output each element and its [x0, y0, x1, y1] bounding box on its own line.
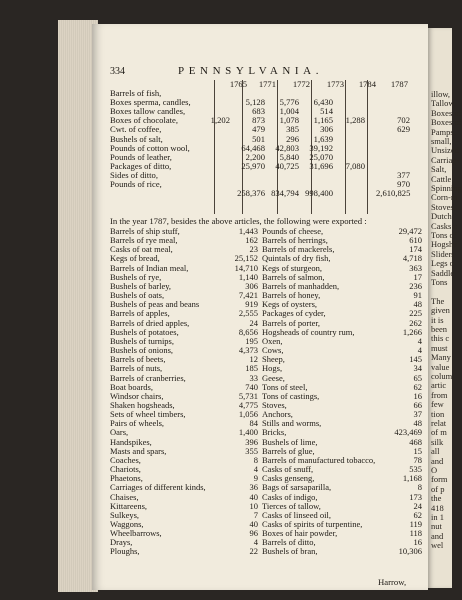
item-quantity: 62 [413, 509, 422, 520]
item-label: Casks of linseed oil, [262, 509, 331, 520]
item-label: Tierces of tallow, [262, 500, 321, 511]
table-cell: 501 [252, 133, 265, 144]
item-quantity: 1,168 [402, 473, 422, 484]
facing-page-fragment: been [431, 324, 448, 334]
facing-page-fragment: from [431, 389, 448, 400]
facing-page-fragment: Dutch [431, 211, 452, 222]
table-cell: 40,725 [275, 160, 299, 171]
item-quantity: 225 [409, 308, 422, 319]
item-label: Phaetons, [110, 473, 143, 484]
item-label: Sheep, [262, 354, 285, 365]
row-label: Sides of ditto, [110, 169, 158, 180]
item-quantity: 5,731 [238, 390, 258, 401]
table-cell: 479 [252, 124, 265, 135]
item-quantity: 16 [413, 537, 422, 548]
exports-year-table [110, 80, 428, 198]
facing-page-fragment: Saddle [431, 267, 455, 278]
facing-page-fragment: Spinning [431, 183, 462, 193]
row-label: Pounds of rice, [110, 179, 162, 190]
item-quantity: 4 [417, 345, 422, 356]
item-label: Barrels of ship stuff, [110, 226, 180, 236]
row-label: Boxes of chocolate, [110, 115, 179, 126]
table-cell: 296 [286, 133, 299, 144]
item-label: Anchors, [262, 409, 293, 420]
item-label: Bushels of lime, [262, 436, 318, 447]
item-label: Boat boards, [110, 381, 153, 392]
item-label: Chariots, [110, 464, 141, 475]
item-quantity: 66 [413, 399, 422, 410]
item-label: Casks of oat meal, [110, 244, 173, 255]
item-quantity: 4 [253, 537, 258, 548]
table-cell: 1,078 [279, 115, 299, 126]
list-item [262, 337, 424, 346]
table-cell: 42,803 [275, 142, 299, 153]
table-cell: 1,288 [345, 115, 365, 126]
item-label: Bushels of rye, [110, 271, 162, 282]
table-cell: 5,128 [245, 97, 265, 108]
facing-page-fragment: Tallow, [431, 98, 457, 109]
table-cell: 629 [397, 124, 410, 135]
item-label: Oxen, [262, 335, 283, 346]
facing-page-fragment: Pamps, [431, 126, 456, 137]
item-quantity: 65 [413, 372, 422, 383]
right-export-list [262, 227, 424, 557]
item-quantity: 17 [413, 271, 422, 282]
table-cell: 306 [320, 124, 333, 135]
row-label: Packages of ditto, [110, 160, 172, 171]
table-cell: 39,192 [309, 142, 333, 153]
table-cell: 683 [252, 106, 265, 117]
item-label: Barrels of porter, [262, 317, 320, 328]
left-export-list [110, 227, 260, 557]
facing-page-fragment: few [431, 399, 444, 410]
item-quantity: 4,373 [238, 345, 258, 356]
item-label: Barrels of herrings, [262, 235, 328, 246]
item-quantity: 119 [409, 519, 422, 529]
year-header: 1784 [358, 79, 376, 89]
facing-page-fragment: Hogshe [431, 239, 457, 250]
item-label: Barrels of nuts, [110, 363, 163, 374]
facing-page-fragment: Sliders [431, 248, 455, 259]
item-label: Barrels of manufactured tobacco, [262, 454, 376, 465]
item-quantity: 1,056 [238, 409, 258, 420]
facing-page-fragment: Boxes of [431, 107, 462, 118]
item-quantity: 29,472 [398, 226, 422, 236]
list-item [262, 328, 424, 337]
facing-page-fragment: O [431, 465, 438, 475]
item-label: Hogs, [262, 363, 283, 374]
item-label: Geese, [262, 372, 285, 383]
item-quantity: 306 [245, 280, 258, 291]
item-quantity: 423,469 [394, 427, 422, 438]
item-quantity: 610 [409, 235, 422, 246]
table-cell: 1,165 [313, 115, 333, 126]
item-label: Tons of steel, [262, 381, 308, 392]
item-quantity: 96 [249, 528, 258, 539]
item-label: Sets of wheel timbers, [110, 409, 186, 420]
item-quantity: 14,710 [234, 262, 258, 273]
item-quantity: 62 [413, 381, 422, 392]
item-label: Kegs of bread, [110, 253, 160, 264]
item-label: Casks of indigo, [262, 491, 318, 502]
item-label: Chaises, [110, 491, 139, 502]
item-quantity: 740 [245, 381, 258, 392]
item-label: Casks of spirits of turpentine, [262, 519, 363, 529]
running-head: PENNSYLVANIA. [178, 65, 324, 77]
item-label: Handspikes, [110, 436, 152, 447]
table-cell: 5,840 [279, 151, 299, 162]
year-header: 1772 [292, 79, 310, 89]
row-label: Pounds of leather, [110, 151, 172, 162]
item-label: Pounds of cheese, [262, 226, 324, 236]
facing-page-fragment: Casks o [431, 220, 458, 231]
item-label: Bushels of oats, [110, 290, 165, 301]
item-quantity: 1,266 [402, 326, 422, 337]
facing-page-fragment: Unsized [431, 145, 459, 156]
item-quantity: 162 [245, 235, 258, 246]
list-item [262, 355, 424, 364]
facing-page-fragment: silk [431, 436, 444, 447]
table-cell: 64,468 [241, 142, 265, 153]
item-quantity: 15 [413, 445, 422, 456]
item-quantity: 4,718 [402, 253, 422, 264]
facing-page-fragment: Corn-m [431, 192, 458, 203]
facing-page-fragment: The [431, 295, 445, 306]
item-quantity: 468 [409, 436, 422, 447]
item-label: Bushels of bran, [262, 546, 318, 557]
item-label: Barrels of honey, [262, 290, 321, 301]
facing-page-fragment: and [431, 455, 444, 466]
facing-page-fragment: Salt, [431, 164, 447, 175]
item-label: Drays, [110, 537, 133, 548]
table-row [110, 189, 428, 198]
item-label: Bushels of peas and beans [110, 299, 200, 310]
year-header: 1787 [390, 79, 408, 89]
table-cell: 25,970 [241, 160, 265, 171]
item-label: Masts and spars, [110, 445, 167, 456]
item-quantity: 145 [409, 354, 422, 365]
item-quantity: 7,421 [238, 290, 258, 301]
facing-page-fragment: all [431, 446, 440, 457]
item-label: Barrels of dried apples, [110, 317, 190, 328]
item-quantity: 195 [245, 335, 258, 346]
catchword: Harrow, [378, 577, 407, 587]
table-cell: 970 [397, 179, 410, 190]
row-label: Bushels of salt, [110, 133, 163, 144]
facing-page-fragment: in 1 [431, 512, 444, 522]
table-cell: 25,070 [309, 151, 333, 162]
item-label: Bushels of turnips, [110, 335, 174, 346]
item-quantity: 4,775 [238, 399, 258, 410]
item-label: Pairs of wheels, [110, 418, 165, 429]
item-quantity: 355 [245, 445, 258, 456]
item-label: Bushels of onions, [110, 345, 174, 356]
item-label: Barrels of ditto, [262, 537, 316, 548]
facing-page-fragment: it is [431, 314, 444, 325]
facing-page-fragment: value [431, 361, 450, 372]
facing-page-fragment: Boxes of [431, 117, 462, 128]
list-item [262, 364, 424, 373]
item-quantity: 363 [409, 262, 422, 273]
row-label: Barrels of fish, [110, 88, 162, 99]
item-label: Kittareens, [110, 500, 148, 511]
facing-page-fragment: Stoves, [431, 201, 456, 212]
item-label: Barrels of salmon, [262, 271, 325, 282]
item-quantity: 535 [409, 464, 422, 475]
item-quantity: 25,152 [234, 253, 258, 264]
item-quantity: 23 [249, 244, 258, 255]
row-label: Pounds of cotton wool, [110, 142, 190, 153]
table-cell: 31,696 [309, 160, 333, 171]
item-label: Bags of sarsaparilla, [262, 482, 332, 493]
item-quantity: 4 [253, 464, 258, 475]
item-label: Sulkeys, [110, 509, 140, 520]
facing-page-fragment: Legs o [431, 258, 454, 269]
item-quantity: 396 [245, 436, 258, 447]
facing-page [428, 28, 462, 588]
item-quantity: 1,400 [238, 427, 258, 438]
item-quantity: 33 [249, 372, 258, 383]
item-label: Boxes of hair powder, [262, 528, 338, 539]
facing-page-fragment: form [431, 474, 448, 485]
item-quantity: 236 [409, 280, 422, 291]
item-label: Hogsheads of country rum, [262, 326, 355, 337]
item-quantity: 78 [413, 454, 422, 465]
facing-page-fragment: Cattle [431, 173, 452, 184]
facing-page-fragment: of p [431, 483, 445, 494]
list-item [110, 419, 260, 428]
item-quantity: 10,306 [398, 546, 422, 557]
facing-page-fragment: wel [431, 540, 444, 551]
facing-page-fragment: of m [431, 427, 447, 438]
item-quantity: 9 [253, 473, 258, 484]
facing-page-fragment: this c [431, 333, 450, 344]
item-label: Kegs of oysters, [262, 299, 318, 310]
item-label: Barrels of cranberries, [110, 372, 186, 383]
list-item [262, 346, 424, 355]
table-cell: 1,639 [313, 133, 333, 144]
item-label: Coaches, [110, 454, 141, 465]
item-quantity: 48 [413, 299, 422, 310]
item-label: Ploughs, [110, 546, 140, 557]
item-label: Windsor chairs, [110, 390, 164, 401]
list-item [110, 529, 260, 538]
facing-page-fragment: 418 [431, 502, 444, 513]
item-label: Barrels of beets, [110, 354, 166, 365]
list-item [110, 547, 260, 556]
item-quantity: 1,140 [238, 271, 258, 282]
table-cell: 7,080 [345, 160, 365, 171]
item-label: Oars, [110, 427, 129, 438]
item-label: Waggons, [110, 519, 144, 529]
table-cell: 702 [397, 115, 410, 126]
item-label: Cows, [262, 345, 284, 356]
item-quantity: 22 [249, 546, 258, 557]
item-label: Carriages of different kinds, [110, 482, 206, 493]
item-label: Quintals of dry fish, [262, 253, 331, 264]
item-quantity: 2,555 [238, 308, 258, 319]
item-quantity: 8 [417, 482, 422, 493]
item-quantity: 37 [413, 409, 422, 420]
item-quantity: 8,656 [238, 326, 258, 337]
table-cell: 1,202 [210, 115, 230, 126]
item-label: Tons of castings, [262, 390, 320, 401]
facing-page-fragment: tion [431, 408, 445, 419]
row-label: Boxes tallow candles, [110, 106, 186, 117]
facing-page-fragment: and [431, 530, 444, 541]
year-header: 1771 [258, 79, 276, 89]
facing-page-fragment: must [431, 342, 448, 353]
page-number: 334 [110, 66, 125, 77]
table-cell: 258,376 [237, 188, 265, 199]
item-label: Barrels of apples, [110, 308, 170, 319]
intro-sentence: In the year 1787, besides the above articles, the following were exported : [110, 216, 367, 226]
item-label: Wheelbarrows, [110, 528, 162, 539]
item-quantity: 173 [409, 491, 422, 502]
item-quantity: 36 [249, 482, 258, 493]
table-cell: 998,400 [305, 188, 333, 199]
item-label: Barrels of glue, [262, 445, 315, 456]
item-quantity: 40 [249, 491, 258, 502]
book-page [92, 24, 428, 590]
row-label: Cwt. of coffee, [110, 124, 162, 135]
table-cell: 5,776 [279, 97, 299, 108]
facing-page-fragment: colum [431, 371, 453, 381]
table-cell: 2,200 [245, 151, 265, 162]
item-quantity: 16 [413, 390, 422, 401]
facing-page-fragment: the [431, 493, 442, 504]
facing-page-fragment: small, [431, 136, 452, 146]
facing-page-fragment: Many [431, 352, 451, 363]
item-label: Packages of cyder, [262, 308, 326, 319]
table-cell: 385 [286, 124, 299, 135]
item-quantity: 1,443 [238, 226, 258, 236]
facing-page-fragment: illow, [431, 89, 451, 99]
row-label: Boxes sperma, candles, [110, 97, 191, 108]
table-cell: 1,004 [279, 106, 299, 117]
year-header: 1773 [326, 79, 344, 89]
item-label: Bricks, [262, 427, 287, 438]
item-quantity: 34 [413, 363, 422, 374]
item-label: Bushels of potatoes, [110, 326, 179, 337]
item-label: Barrels of rye meal, [110, 235, 178, 246]
item-label: Casks genseng, [262, 473, 315, 484]
facing-page-fragment: nut [431, 521, 442, 532]
item-label: Kegs of sturgeon, [262, 262, 323, 273]
item-quantity: 84 [249, 418, 258, 429]
item-quantity: 118 [409, 528, 422, 539]
item-quantity: 40 [249, 519, 258, 529]
year-header: 1765 [229, 79, 247, 89]
item-label: Casks of snuff, [262, 464, 314, 475]
item-quantity: 262 [409, 317, 422, 328]
table-cell: 6,430 [313, 97, 333, 108]
item-quantity: 24 [413, 500, 422, 511]
table-cell: 377 [397, 169, 410, 180]
item-label: Stills and worms, [262, 418, 322, 429]
item-label: Stoves, [262, 399, 287, 410]
table-cell: 834,794 [271, 188, 299, 199]
item-quantity: 12 [249, 354, 258, 365]
item-quantity: 10 [249, 500, 258, 511]
facing-page-fragment: relat [431, 418, 447, 428]
item-label: Shaken hogsheads, [110, 399, 175, 410]
item-quantity: 8 [253, 454, 258, 465]
table-cell: 873 [252, 115, 265, 126]
item-quantity: 185 [245, 363, 258, 374]
item-quantity: 48 [413, 418, 422, 429]
item-quantity: 174 [409, 244, 422, 255]
item-quantity: 24 [249, 317, 258, 328]
item-label: Barrels of mackerels, [262, 244, 335, 255]
item-quantity: 4 [417, 335, 422, 346]
facing-page-fragment: Tons of [431, 230, 457, 240]
facing-page-fragment: Tons [431, 277, 448, 287]
table-cell: 514 [320, 106, 333, 117]
item-quantity: 91 [413, 290, 422, 301]
facing-page-fragment: artic [431, 380, 447, 391]
facing-page-fragment: Carriag- [431, 154, 460, 165]
facing-page-fragment: given [431, 305, 450, 316]
item-quantity: 7 [253, 509, 258, 520]
item-label: Bushels of barley, [110, 280, 172, 291]
list-item [262, 547, 424, 556]
item-label: Barrels of Indian meal, [110, 262, 189, 273]
item-quantity: 919 [245, 299, 258, 310]
table-cell: 2,610,825 [376, 188, 411, 199]
item-label: Barrels of manhadden, [262, 280, 340, 291]
